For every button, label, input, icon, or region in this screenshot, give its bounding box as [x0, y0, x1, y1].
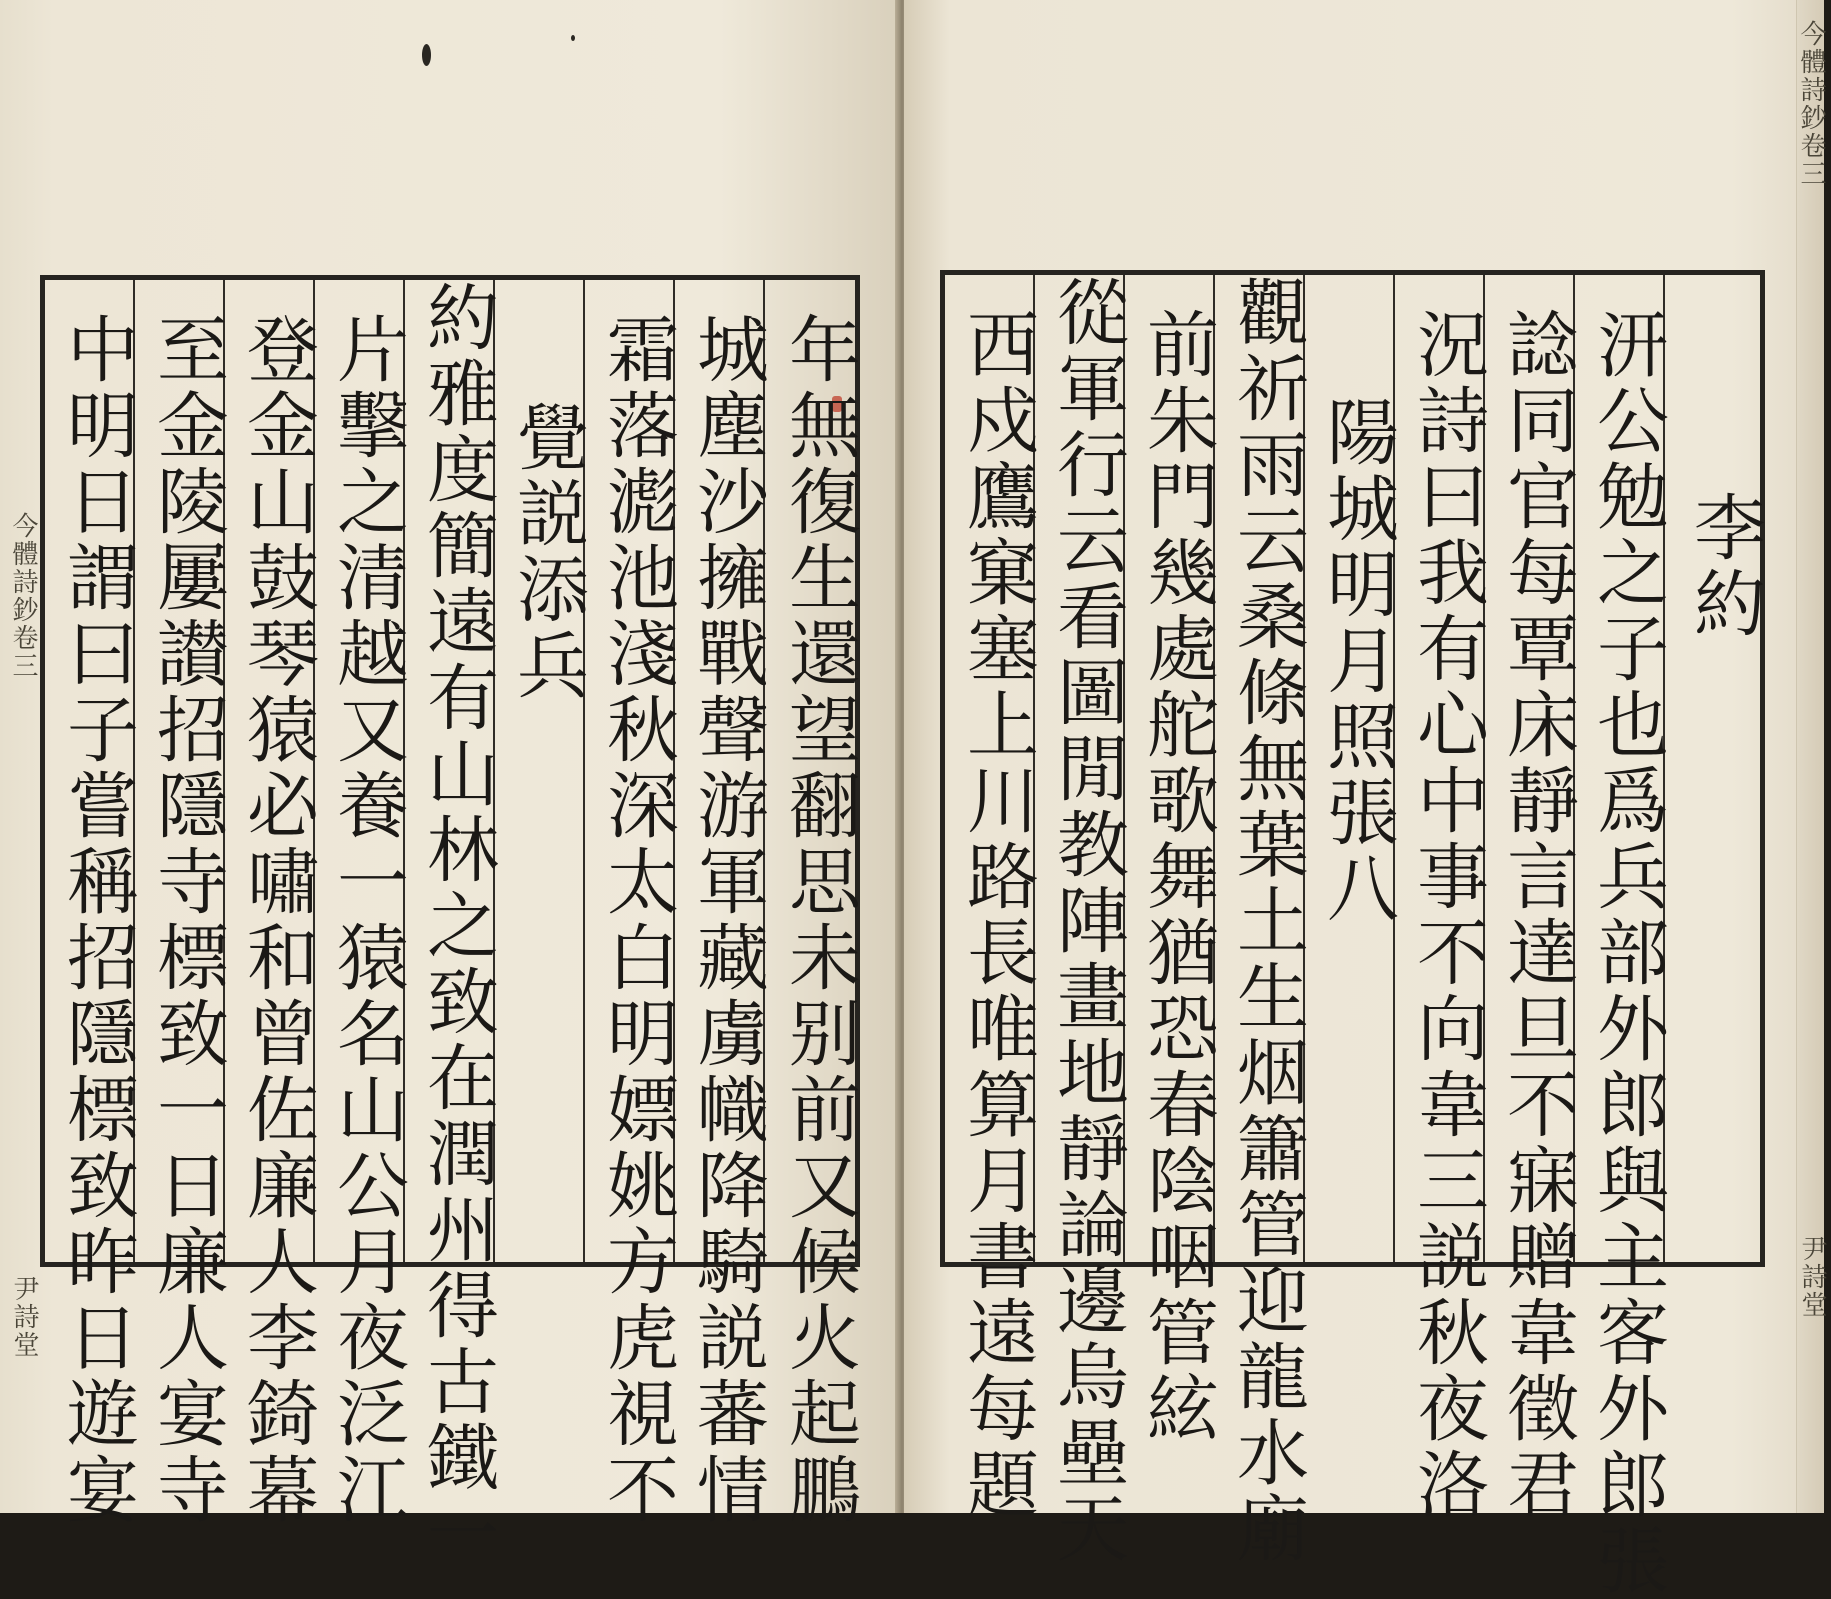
column-text: 中明日謂曰子嘗稱招隱標致昨日遊宴	[55, 312, 139, 1528]
text-column	[405, 280, 499, 1572]
column-text: 汧公勉之子也爲兵部外郎與主客外郎張	[1585, 307, 1669, 1599]
text-column	[1125, 275, 1219, 1447]
right-margin-book-title: 今體詩鈔卷三	[1796, 20, 1826, 188]
text-column	[135, 280, 229, 1528]
text-column	[495, 280, 589, 1262]
text-column	[45, 280, 139, 1528]
column-text: 覺説添兵	[505, 400, 589, 704]
left-margin-book-title: 今體詩鈔卷三	[8, 512, 38, 680]
text-column	[1215, 275, 1309, 1567]
left-margin-publisher: 尹詩堂	[9, 1275, 39, 1359]
column-text: 西戍鷹窠塞上川路長唯算月書遠每題	[955, 307, 1039, 1523]
left-text-frame	[40, 275, 861, 1572]
text-column	[1395, 275, 1489, 1523]
ink-blot	[422, 44, 431, 66]
text-column	[315, 280, 409, 1528]
column-text: 登金山鼓琴猿必嘯和曾佐廉人李錡幕	[235, 312, 319, 1528]
column-text: 前朱門幾處舵歌舞猶恐春陰咽管絃	[1135, 307, 1219, 1447]
column-text: 城塵沙擁戰聲游軍藏虜幟降騎説蕃情	[685, 312, 769, 1528]
column-text: 至金陵屢讃招隱寺標致一日廉人宴寺	[145, 312, 229, 1528]
column-text: 年無復生還望翻思未别前又候火起鵬	[777, 312, 861, 1528]
column-text: 諗同官每覃床靜言達旦不寐贈韋徵君	[1495, 307, 1579, 1523]
right-margin-publisher: 尹詩堂	[1797, 1235, 1827, 1319]
text-column	[1035, 275, 1129, 1567]
text-column	[1305, 275, 1399, 1262]
column-text: 片擊之清越又養一猿名山公月夜泛江	[325, 312, 409, 1528]
text-column	[1485, 275, 1579, 1523]
text-column	[675, 280, 769, 1528]
column-text: 觀祈雨云桑條無葉土生烟簫管迎龍水廟	[1225, 275, 1309, 1567]
column-text: 霜落滮池淺秋深太白明嫖姚方虎視不	[595, 312, 679, 1528]
text-column	[945, 275, 1039, 1523]
column-text: 從軍行云看圖閒教陣畫地靜論邊烏壘天	[1045, 275, 1129, 1567]
right-text-frame	[940, 270, 1766, 1599]
text-column	[1575, 275, 1669, 1599]
column-text: 陽城明月照張八	[1315, 395, 1399, 927]
text-column	[765, 280, 861, 1528]
column-text: 約雅度簡遠有山林之致在潤州得古鐵一	[415, 280, 499, 1572]
ink-blot	[571, 35, 575, 41]
text-column	[1665, 275, 1766, 1262]
left-page	[0, 0, 900, 1572]
column-text: 李約	[1682, 490, 1766, 642]
column-text: 況詩曰我有心中事不向韋三説秋夜洛	[1405, 307, 1489, 1523]
text-column	[225, 280, 319, 1528]
text-column	[585, 280, 679, 1528]
